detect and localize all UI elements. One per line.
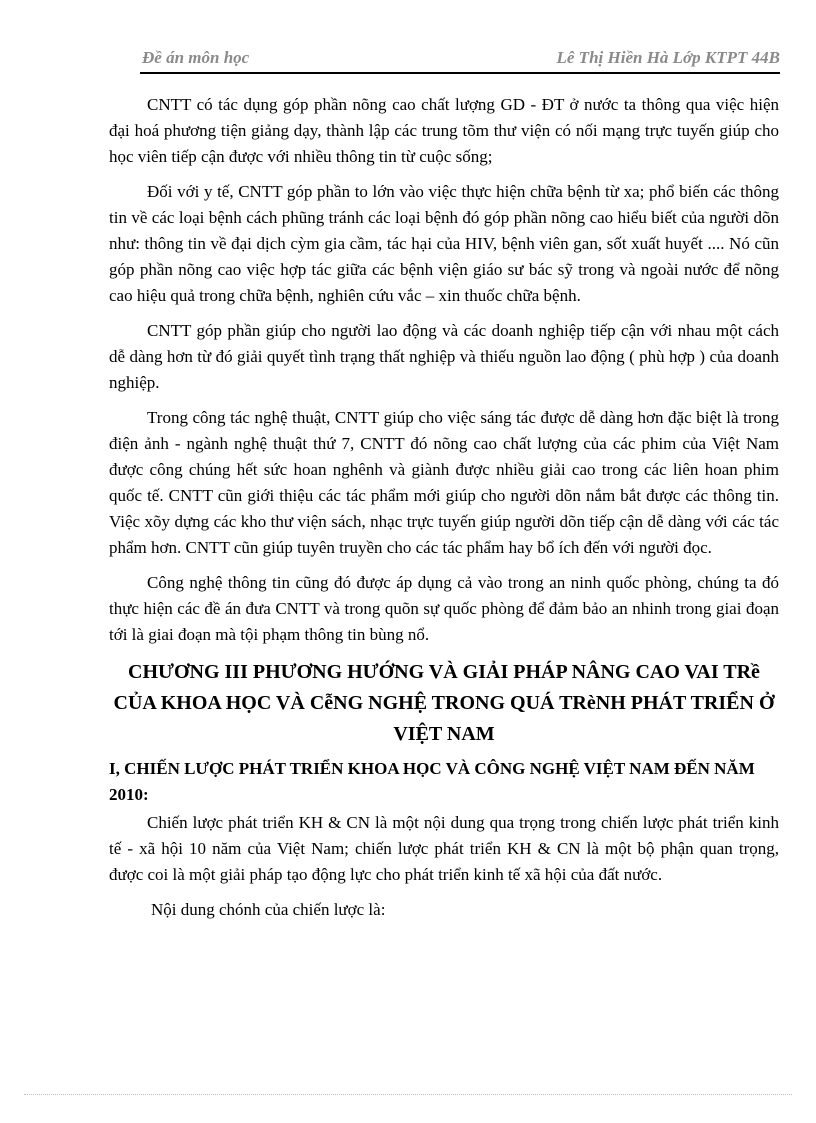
header-author-class: Lê Thị Hiền Hà Lớp KTPT 44B	[556, 48, 780, 67]
section-heading: I, CHIẾN LƯỢC PHÁT TRIỂN KHOA HỌC VÀ CÔNG NGHỆ VIỆT NAM ĐẾN NĂM 2010:	[109, 759, 755, 804]
document-body	[109, 92, 779, 923]
strategy-content-intro: Nội dung chónh của chiến lược là:	[151, 900, 386, 919]
paragraph-labor: CNTT góp phần giúp cho người lao động và các doanh nghiệp tiếp cận với nhau một cách dễ dàng hơn từ đó giải quyết tình trạng thất nghiệp và thiếu nguồn lao động ( phù hợp ) của doanh nghiệp.	[109, 321, 779, 392]
header-course-title: Đề án môn học	[142, 48, 250, 67]
paragraph-strategy: Chiến lược phát triển KH & CN là một nội dung qua trọng trong chiến lược phát triển kinh tế - xã hội 10 năm của Việt Nam; chiến lược phát triển KH & CN là một bộ phận quan trọng, được coi là một giải pháp tạo động lực cho phát triển kinh tế xã hội của đất nước.	[109, 813, 779, 884]
paragraph-defense: Công nghệ thông tin cũng đó được áp dụng cả vào trong an ninh quốc phòng, chúng ta đó thực hiện các đề án đưa CNTT và trong quõn sự quốc phòng để đảm bảo an nhinh trong giai đoạn tới là giai đoạn mà tội phạm thông tin bùng nổ.	[109, 573, 779, 644]
paragraph-arts: Trong công tác nghệ thuật, CNTT giúp cho việc sáng tác được dễ dàng hơn đặc biệt là trong điện ảnh - ngành nghệ thuật thứ 7, CNTT đó nõng cao chất lượng của các phim của Việt Nam được công chúng hết sức hoan nghênh và giành được nhiều giải cao trong các liên hoan phim quốc tế. CNTT cũn giới thiệu các tác phẩm mới giúp cho người dõn nắm bắt được các thông tin. Việc xõy dựng các kho thư viện sách, nhạc trực tuyến giúp người dõn tiếp cận dễ dàng với các tác phẩm hơn. CNTT cũn giúp tuyên truyền cho các tác phẩm hay bổ ích đến với người đọc.	[109, 408, 779, 557]
paragraph-health: Đối với y tế, CNTT góp phần to lớn vào việc thực hiện chữa bệnh từ xa; phổ biến các thông tin về các loại bệnh cách phũng tránh các loại bệnh đó góp phần nõng cao hiểu biết của người dõn như: thông tin về đại dịch cỳm gia cầm, tác hại của HIV, bệnh viên gan, sốt xuất huyết .... Nó cũn góp phần nõng cao việc hợp tác giữa các bệnh viện giáo sư bác sỹ trong và ngoài nước để nõng cao hiệu quả trong chữa bệnh, nghiên cứu vắc – xin thuốc chữa bệnh.	[109, 182, 779, 305]
chapter-heading: CHƯƠNG III PHƯƠNG HƯỚNG VÀ GIẢI PHÁP NÂNG CAO VAI TRề CỦA KHOA HỌC VÀ CễNG NGHỆ TRONG QUÁ TRèNH PHÁT TRIỂN Ở VIỆT NAM	[113, 661, 775, 745]
paragraph-education: CNTT có tác dụng góp phần nõng cao chất lượng GD - ĐT ở nước ta thông qua việc hiện đại hoá phương tiện giảng dạy, thành lập các trung tõm thư viện có nối mạng trực tuyến giúp cho học viên tiếp cận được với nhiều thông tin từ cuộc sống;	[109, 95, 779, 166]
footer-divider	[24, 1094, 792, 1095]
page-header	[140, 46, 780, 74]
